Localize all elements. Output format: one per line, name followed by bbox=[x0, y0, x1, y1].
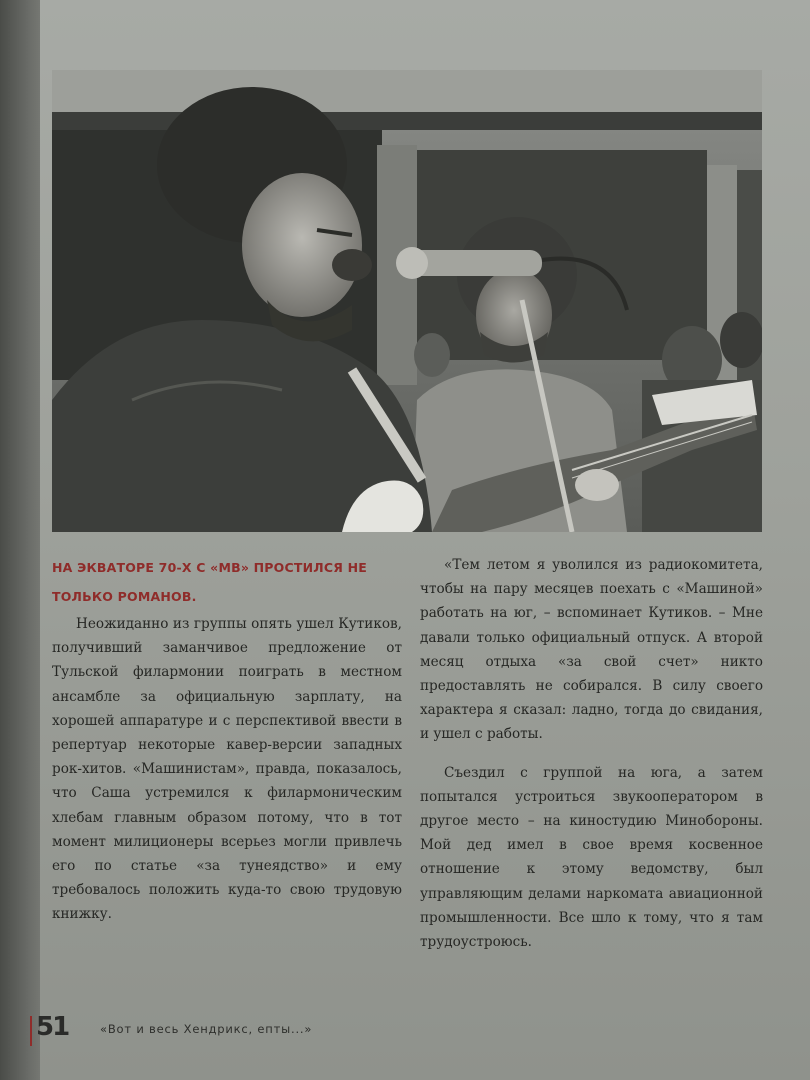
left-text-column bbox=[52, 612, 402, 927]
concert-photo bbox=[52, 70, 762, 532]
paragraph: Неожиданно из группы опять ушел Кутиков, получивший заманчивое предложение от Тульской филармонии поиграть в местном ансамбле за официальную зарплату, на хорошей аппаратуре и с перспективой ввести в репертуар некоторые кавер-версии западных рок-хитов. «Машинистам», правда, показалось, что Саша устремился к филармоническим хлебам главным образом потому, что в тот момент милиционеры всерьез могли привлечь его по статье «за тунеядство» и ему требовалось положить куда-то свою трудовую книжку. bbox=[52, 616, 402, 923]
running-title: «Вот и весь Хендрикс, епты...» bbox=[100, 1022, 313, 1036]
page-number: 51 bbox=[36, 1012, 69, 1042]
paragraph-quote: «Тем летом я уволился из радиокомитета, чтобы на пару месяцев поехать с «Машиной» работать на юг, – вспоминает Кутиков. – Мне давали только официальный отпуск. А второй месяц отдыха «за свой счет» никто предоставлять не собирался. В силу своего характера я сказал: ладно, тогда до свидания, и ушел с работы. bbox=[420, 557, 763, 743]
photo-illustration bbox=[52, 70, 762, 532]
section-heading: НА ЭКВАТОРЕ 70-Х С «МВ» ПРОСТИЛСЯ НЕ ТОЛЬКО РОМАНОВ. bbox=[52, 560, 367, 604]
right-text-column bbox=[420, 553, 763, 954]
paragraph: Съездил с группой на юга, а затем попытался устроиться звукооператором в другое место – на киностудию Минобороны. Мой дед имел в свое время косвенное отношение к этому ведомству, был управляющим делами наркомата авиационной промышленности. Все шло к тому, что я там трудоустроюсь. bbox=[420, 764, 763, 951]
